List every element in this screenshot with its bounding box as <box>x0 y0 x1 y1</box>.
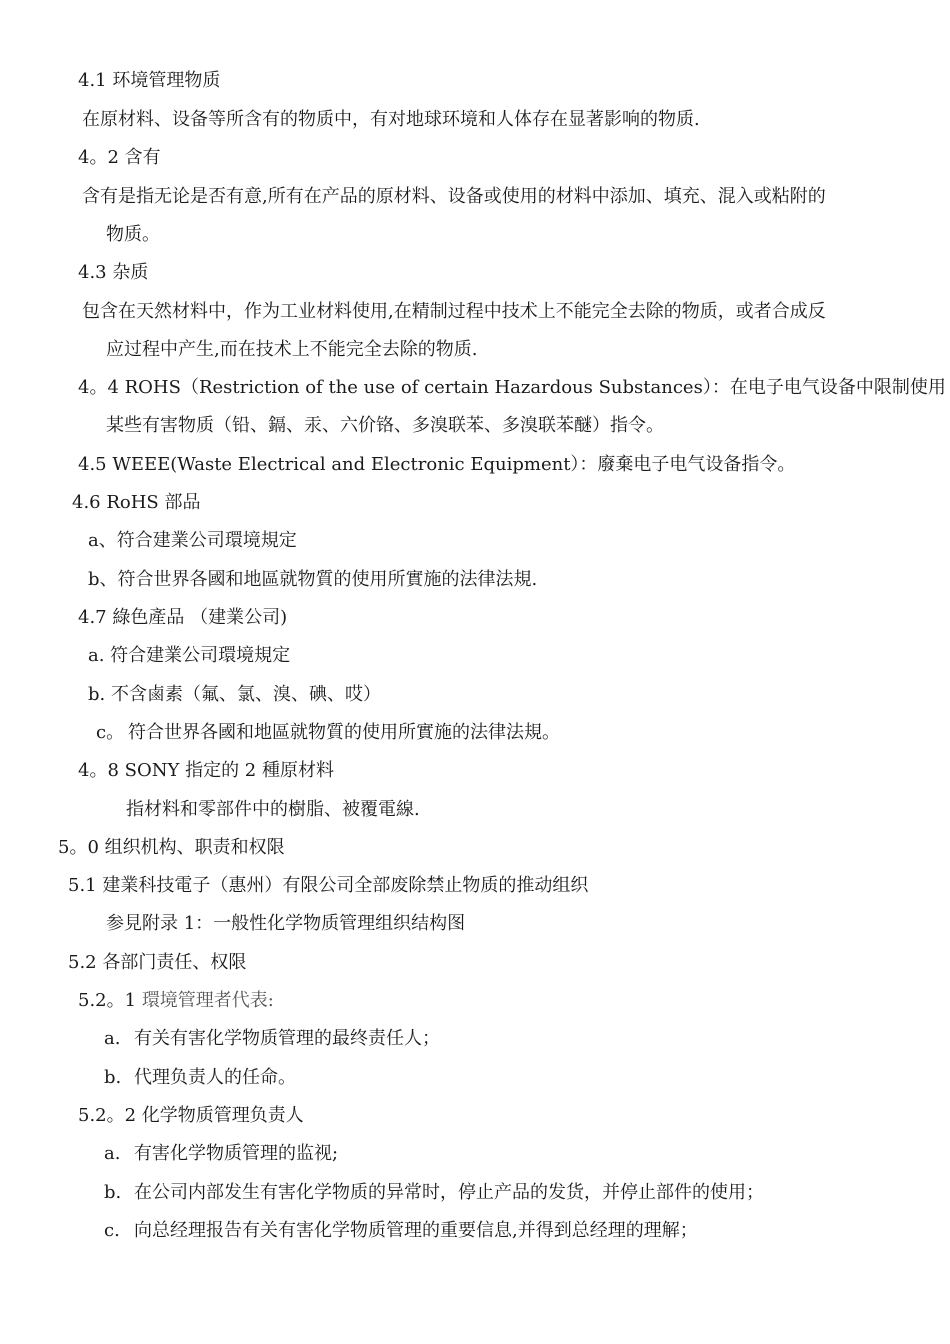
section-5-1-body: 参見附录 1：一般性化学物质管理组织结构图 <box>106 913 466 934</box>
list-item-text: 符合世界各國和地區就物質的使用所實施的法律法規。 <box>128 722 560 743</box>
section-4-6-item-a: a、符合建業公司環境規定 <box>88 530 297 551</box>
section-4-2-body-line-1: 含有是指无论是否有意,所有在产品的原材料、设备或使用的材料中添加、填充、混入或粘附的 <box>82 186 826 207</box>
section-4-1-body: 在原材料、设备等所含有的物质中，有对地球环境和人体存在显著影响的物质. <box>82 109 700 130</box>
section-4-1-title: 4.1 环境管理物质 <box>78 70 221 91</box>
section-4-3-body-line-2: 应过程中产生,而在技术上不能完全去除的物质. <box>106 339 478 360</box>
section-4-5-line: 4.5 WEEE(Waste Electrical and Electronic Equipment）：廢棄电子电气设备指令。 <box>78 454 796 475</box>
section-4-8-title: 4。8 SONY 指定的 2 種原材料 <box>78 760 334 781</box>
list-marker: a. <box>104 1028 121 1049</box>
section-4-7-item-b: b. 不含鹵素（氟、氯、溴、碘、哎） <box>88 684 381 705</box>
section-4-4-line-2: 某些有害物质（铅、鎘、汞、六价铬、多溴联苯、多溴联苯醚）指令。 <box>106 415 664 436</box>
section-5-2-1-item-b <box>104 1066 296 1090</box>
section-4-6-item-b: b、符合世界各國和地區就物質的使用所實施的法律法規. <box>88 569 538 590</box>
list-item-text: 在公司内部发生有害化学物质的异常时，停止产品的发货，并停止部件的使用； <box>134 1182 764 1203</box>
section-4-7-item-c <box>96 721 560 745</box>
list-marker: b. <box>104 1182 122 1203</box>
section-4-8-body: 指材料和零部件中的樹脂、被覆電線. <box>126 799 420 820</box>
section-number: 5.2。1 <box>78 990 142 1011</box>
section-4-7-item-a: a. 符合建業公司環境規定 <box>88 645 291 666</box>
list-marker: c。 <box>96 722 125 743</box>
section-4-2-body-line-2: 物质。 <box>106 224 160 245</box>
list-item-text: 向总经理报告有关有害化学物质管理的重要信息,并得到总经理的理解； <box>134 1220 698 1241</box>
section-4-3-title: 4.3 杂质 <box>78 262 149 283</box>
list-marker: b. <box>104 1067 122 1088</box>
section-5-2-2-item-b <box>104 1181 764 1205</box>
section-5-2-title: 5.2 各部门责任、权限 <box>68 952 247 973</box>
section-5-0-title: 5。0 组织机构、职责和权限 <box>58 837 285 858</box>
section-5-2-1-title <box>78 989 274 1013</box>
section-5-2-2-item-c <box>104 1219 698 1243</box>
section-5-2-1-item-a <box>104 1027 440 1051</box>
section-heading: 環境管理者代表: <box>141 990 274 1011</box>
section-5-2-2-item-a <box>104 1142 338 1166</box>
section-4-2-title: 4。2 含有 <box>78 147 161 168</box>
list-item-text: 有关有害化学物质管理的最终责任人； <box>134 1028 440 1049</box>
section-4-7-title: 4.7 綠色產品 （建業公司) <box>78 607 288 628</box>
list-item-text: 有害化学物质管理的监视; <box>134 1143 339 1164</box>
section-4-6-title: 4.6 RoHS 部品 <box>72 492 201 513</box>
section-4-4-line-1: 4。4 ROHS（Restriction of the use of certain Hazardous Substances）：在电子电气设备中限制使用 <box>78 377 946 398</box>
list-marker: c. <box>104 1220 120 1241</box>
list-item-text: 代理负责人的任命。 <box>134 1067 296 1088</box>
section-4-3-body-line-1: 包含在天然材料中，作为工业材料使用,在精制过程中技术上不能完全去除的物质，或者合成反 <box>82 301 826 322</box>
list-marker: a. <box>104 1143 121 1164</box>
section-5-1-title: 5.1 建業科技電子（惠州）有限公司全部废除禁止物质的推动组织 <box>68 875 589 896</box>
section-5-2-2-title: 5.2。2 化学物质管理负责人 <box>78 1105 304 1126</box>
